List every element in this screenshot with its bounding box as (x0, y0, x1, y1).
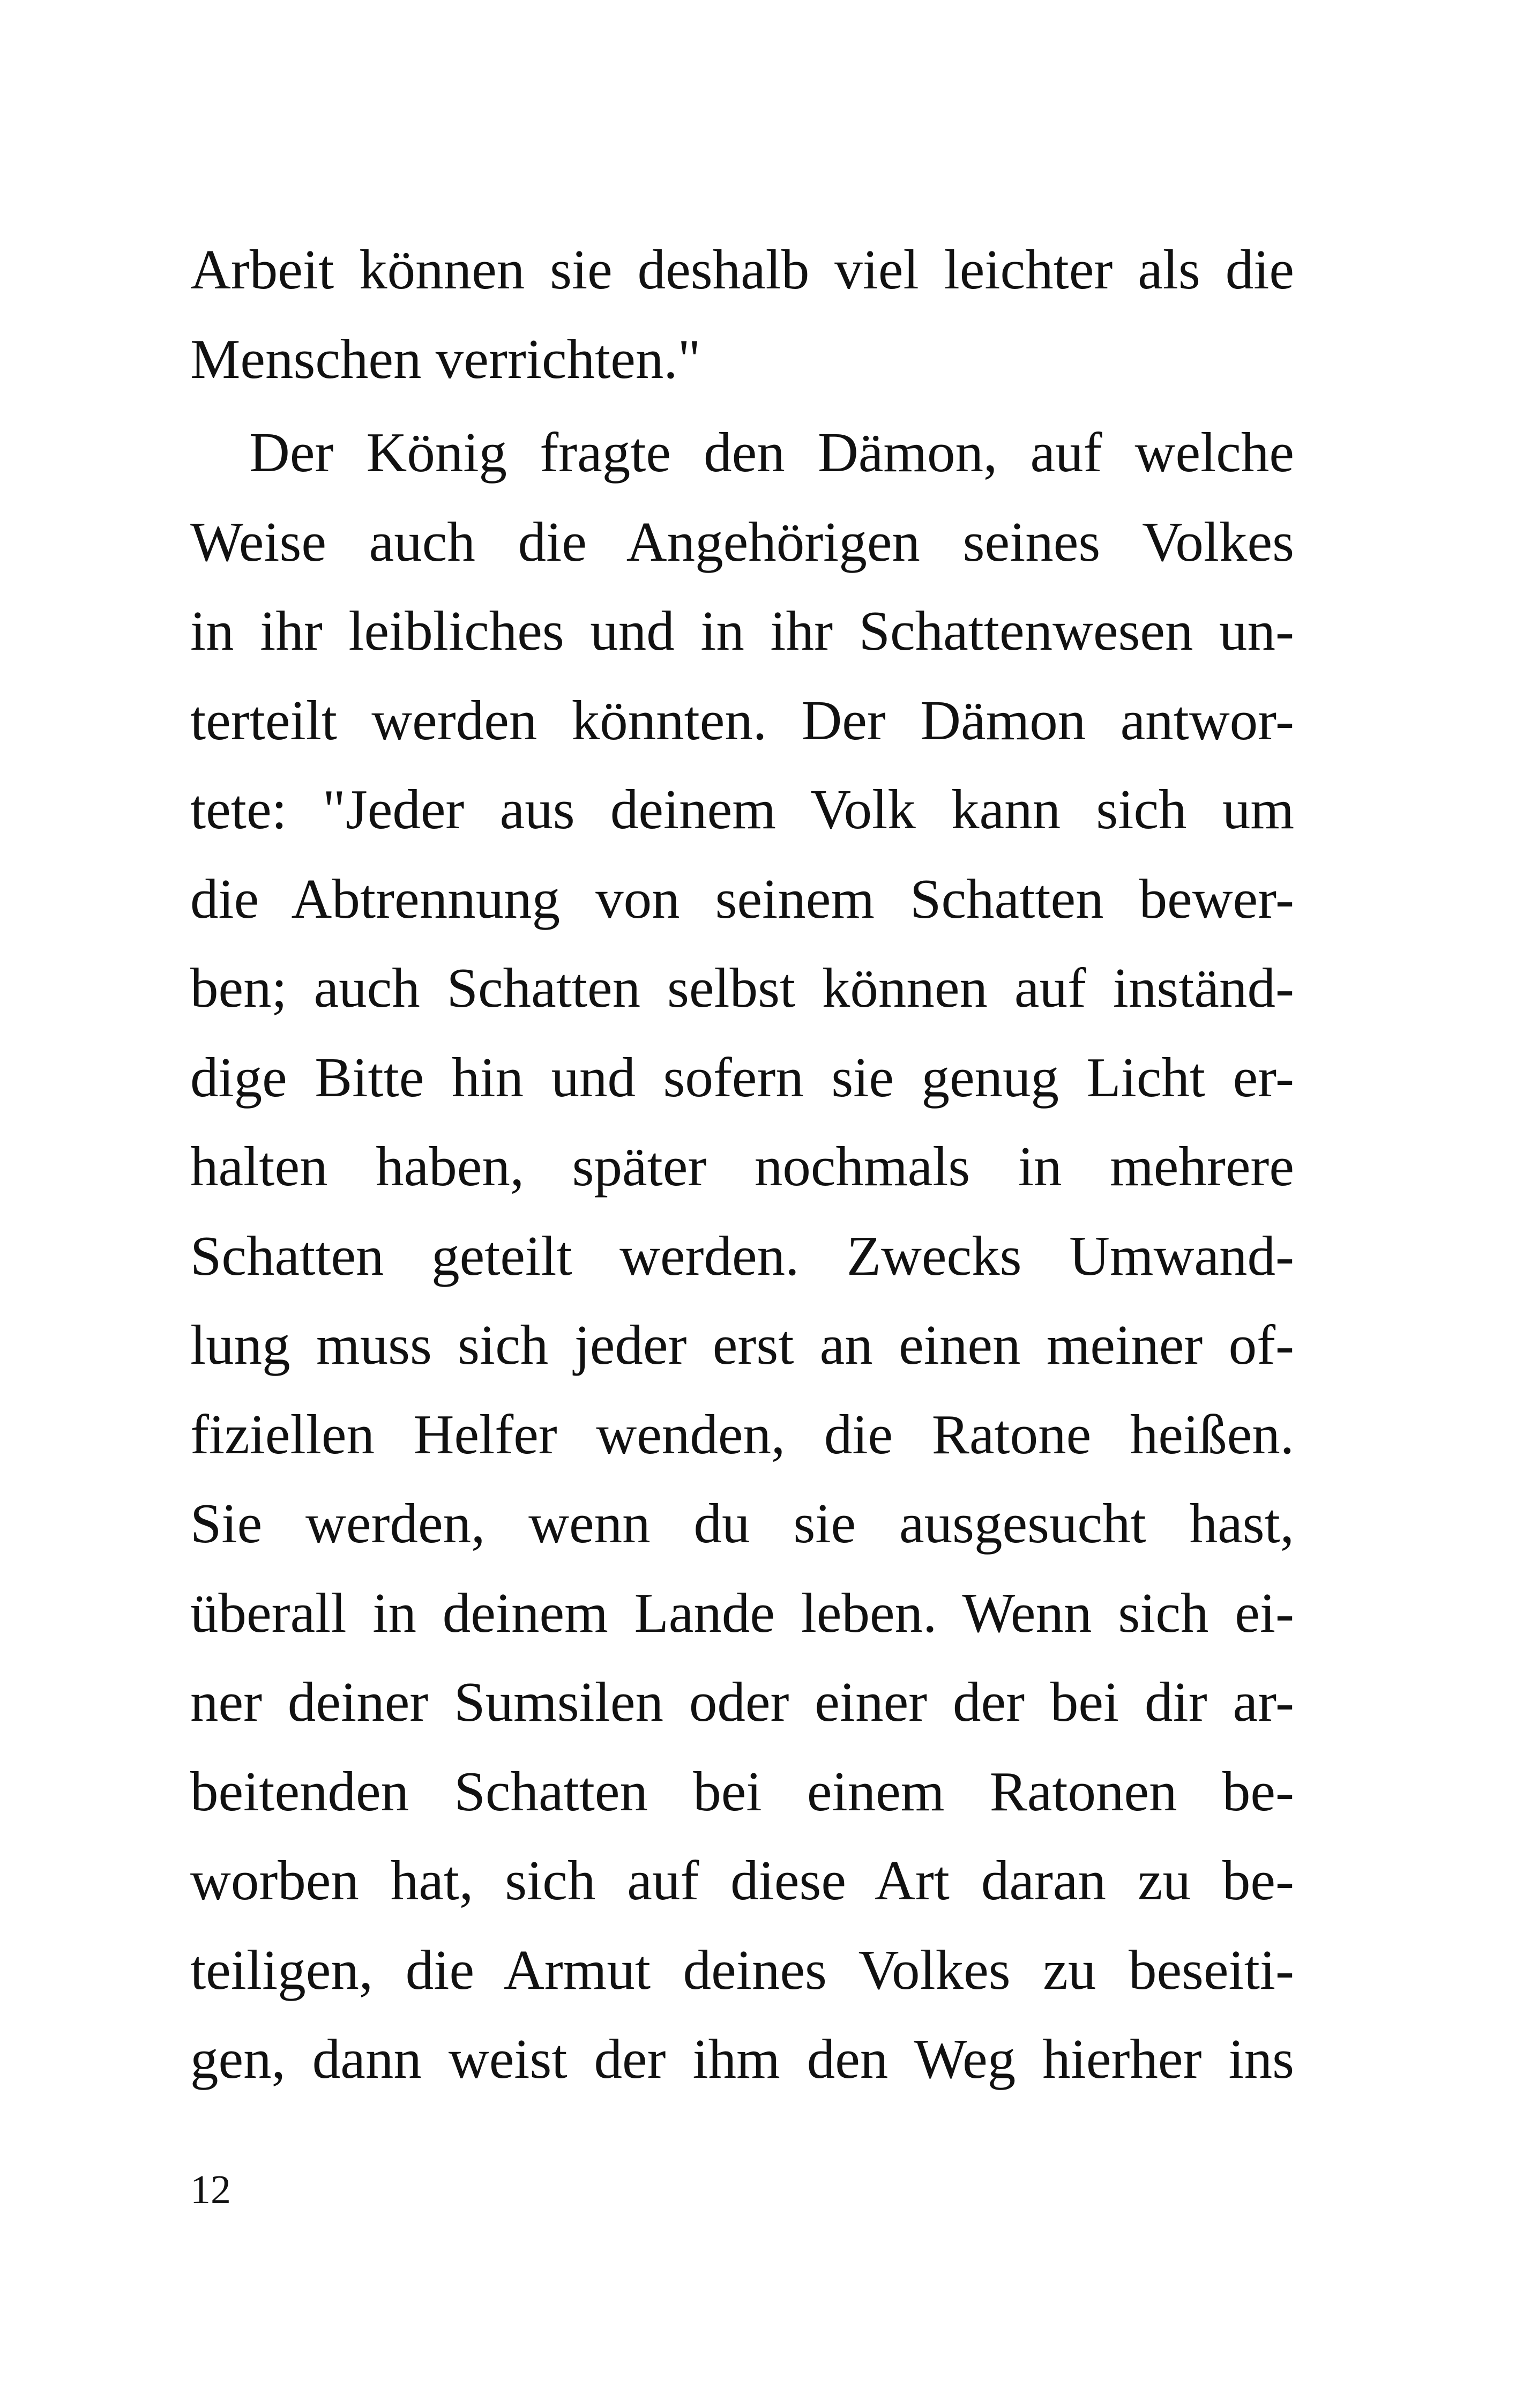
text-line: Arbeit können sie deshalb viel leichter als die (190, 238, 1294, 301)
text-line: beitenden Schatten bei einem Ratonen be- (190, 1759, 1294, 1823)
text-line: worben hat, sich auf diese Art daran zu be- (190, 1849, 1294, 1912)
text-line: Der König fragte den Dämon, auf welche (249, 421, 1294, 484)
text-line: ner deiner Sumsilen oder einer der bei dir ar- (190, 1670, 1294, 1733)
text-line: Menschen verrichten." (190, 327, 701, 390)
text-line: fiziellen Helfer wenden, die Ratone heißen. (190, 1402, 1294, 1466)
text-line: überall in deinem Lande leben. Wenn sich ei- (190, 1581, 1294, 1644)
text-line: die Abtrennung von seinem Schatten bewer- (190, 867, 1294, 930)
text-line: dige Bitte hin und sofern sie genug Licht er- (190, 1045, 1294, 1109)
text-line: lung muss sich jeder erst an einen meiner of- (190, 1313, 1294, 1376)
text-line: halten haben, später nochmals in mehrere (190, 1135, 1294, 1198)
paragraph-2 (190, 408, 1294, 2104)
text-line: Schatten geteilt werden. Zwecks Umwand- (190, 1224, 1294, 1287)
text-line: gen, dann weist der ihm den Weg hierher ins (190, 2027, 1294, 2090)
body-text (190, 225, 1294, 2104)
text-line: ben; auch Schatten selbst können auf inständ- (190, 956, 1294, 1019)
paragraph-gap (190, 404, 1294, 408)
text-line: Sie werden, wenn du sie ausgesucht hast, (190, 1492, 1294, 1555)
text-line: terteilt werden könnten. Der Dämon antwor- (190, 688, 1294, 752)
text-line: in ihr leibliches und in ihr Schattenwesen un- (190, 599, 1294, 662)
text-line: Weise auch die Angehörigen seines Volkes (190, 510, 1294, 573)
text-line: tete: "Jeder aus deinem Volk kann sich um (190, 778, 1294, 841)
text-line: teiligen, die Armut deines Volkes zu beseiti- (190, 1938, 1294, 2001)
paragraph-1 (190, 225, 1294, 404)
page-number: 12 (190, 2167, 231, 2212)
